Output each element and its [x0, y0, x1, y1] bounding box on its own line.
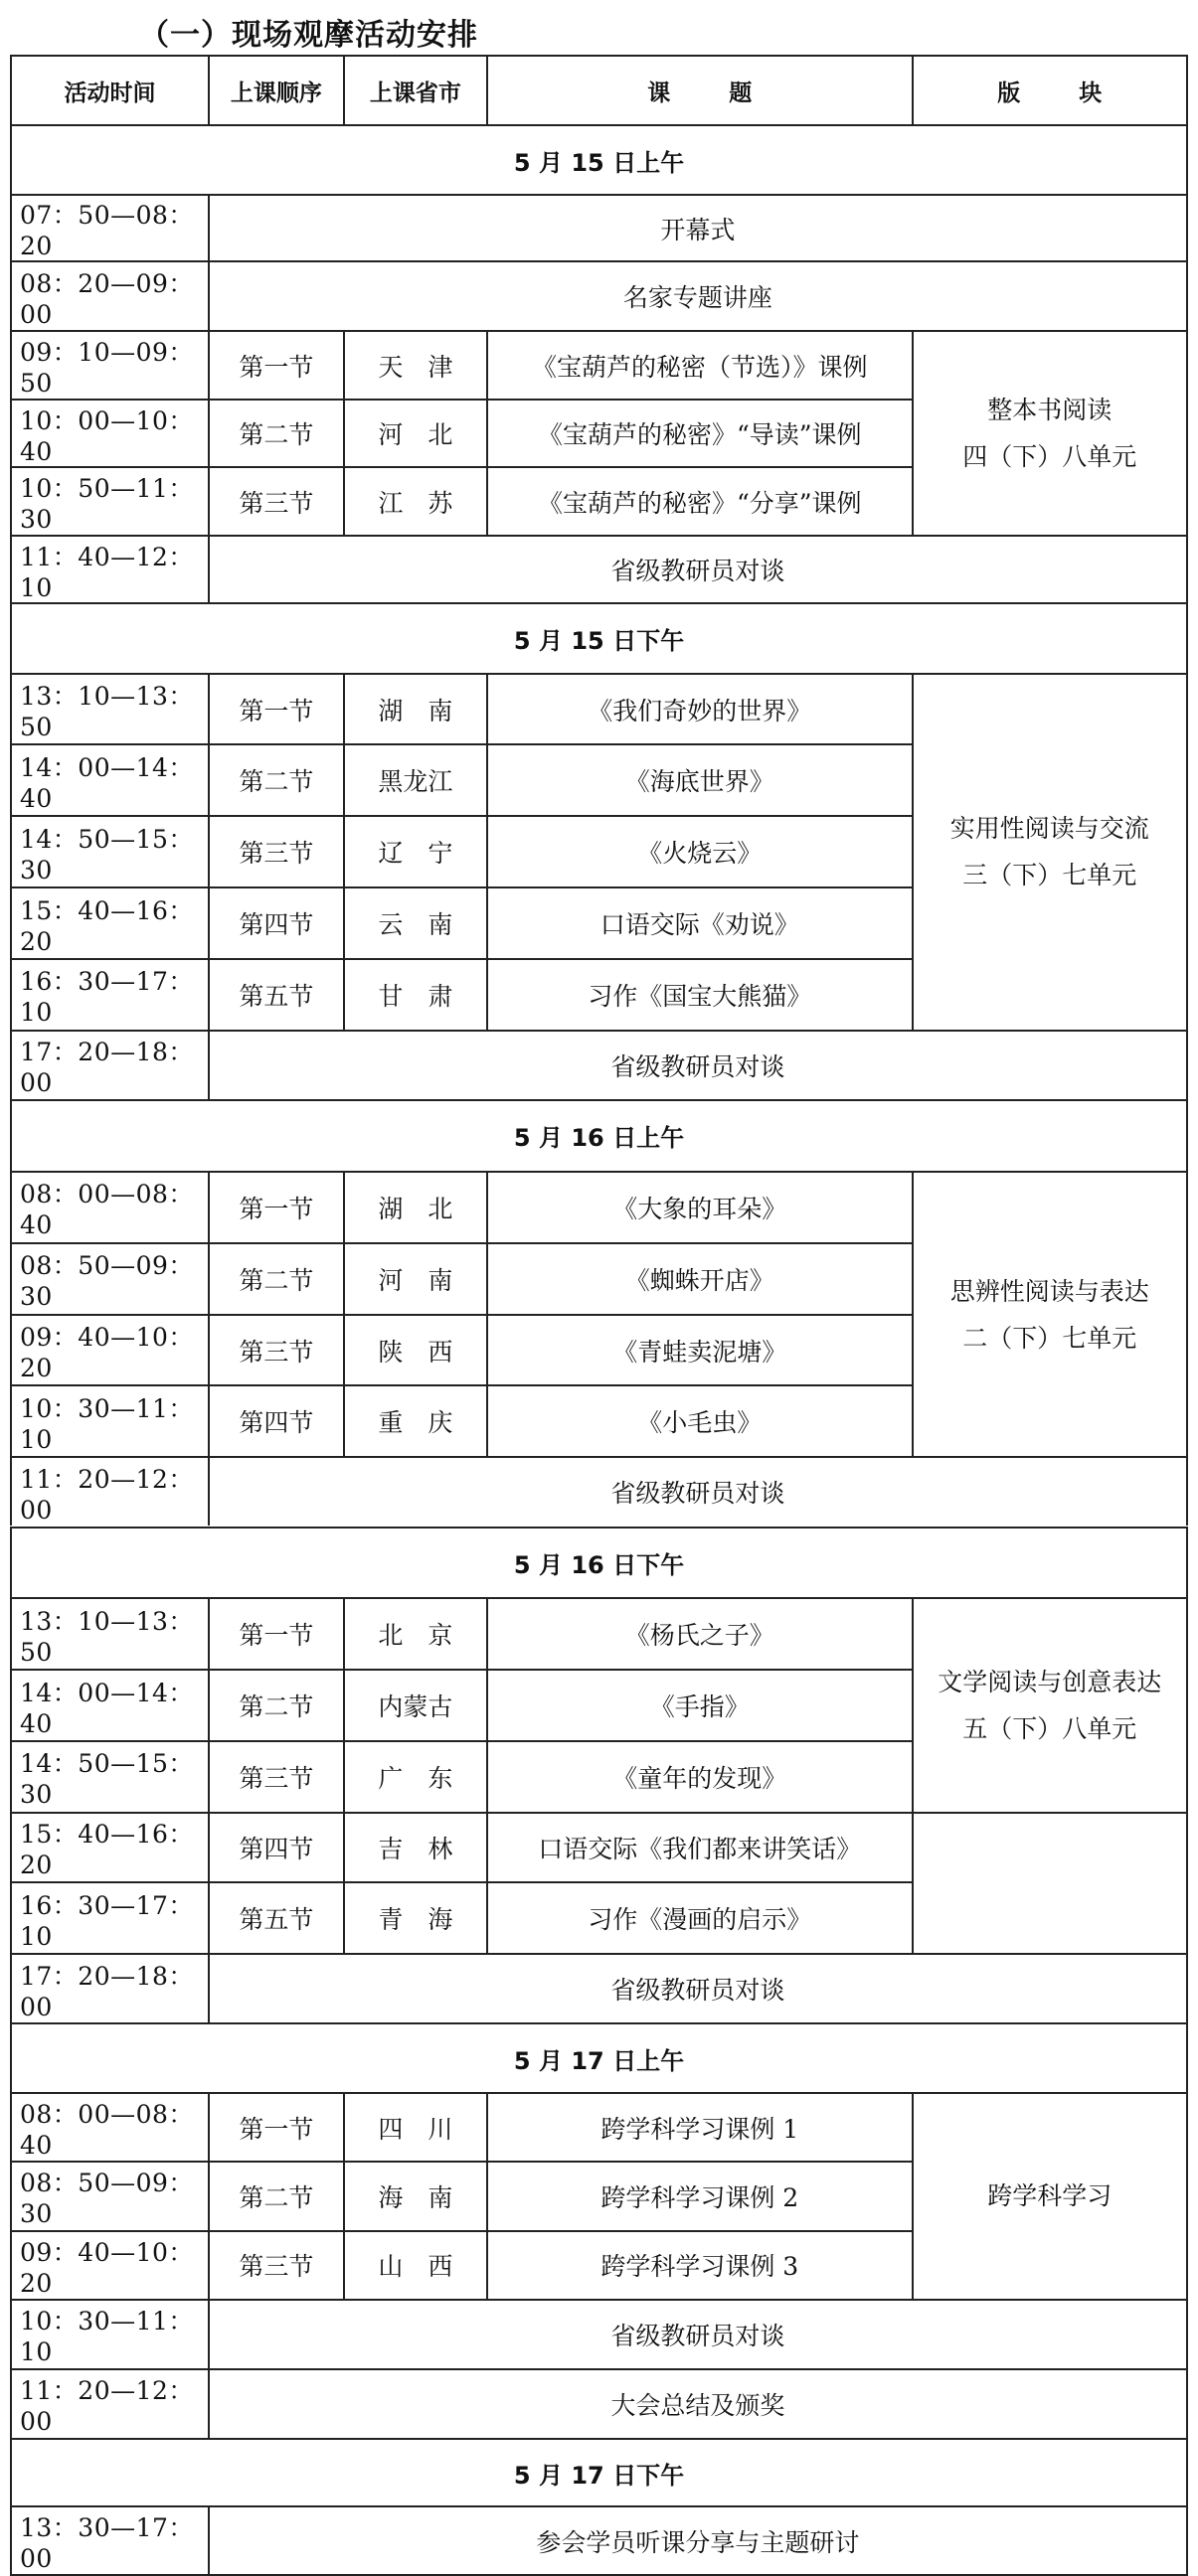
cell-activity: 省级教研员对谈	[208, 2299, 1188, 2368]
cell-time: 17：20—18：00	[10, 1953, 208, 2022]
cell-province: 黑龙江	[343, 743, 486, 815]
header-order: 上课顺序	[208, 55, 343, 124]
table-row	[10, 2299, 1188, 2368]
cell-order: 第二节	[208, 1669, 343, 1740]
cell-time: 10：50—11：30	[10, 466, 208, 535]
block-line2: 四（下）八单元	[962, 442, 1137, 472]
header-time: 活动时间	[10, 55, 208, 124]
cell-time: 11：20—12：00	[10, 2368, 208, 2438]
block-line2: 二（下）七单元	[962, 1323, 1137, 1353]
cell-topic: 习作《国宝大熊猫》	[486, 958, 912, 1030]
cell-time: 13：30—17：00	[10, 2505, 208, 2574]
table-row	[10, 194, 1188, 260]
block-line1: 实用性阅读与交流	[949, 814, 1149, 844]
cell-time: 15：40—16：20	[10, 886, 208, 958]
cell-time: 10：30—11：10	[10, 1384, 208, 1456]
header-topic: 课 题	[486, 55, 912, 124]
table-row	[10, 535, 1188, 603]
cell-topic: 《宝葫芦的秘密》“导读”课例	[486, 399, 912, 467]
block-cell	[912, 673, 1188, 1030]
cell-province: 北 京	[343, 1597, 486, 1669]
cell-province: 吉 林	[343, 1812, 486, 1881]
cell-time: 09：40—10：20	[10, 1314, 208, 1385]
cell-order: 第三节	[208, 2230, 343, 2299]
cell-time: 10：30—11：10	[10, 2299, 208, 2368]
block-line1: 文学阅读与创意表达	[938, 1668, 1162, 1697]
block-line1: 跨学科学习	[987, 2181, 1112, 2211]
cell-topic: 口语交际《劝说》	[486, 886, 912, 958]
cell-order: 第三节	[208, 1314, 343, 1385]
cell-province: 广 东	[343, 1740, 486, 1812]
cell-topic: 《手指》	[486, 1669, 912, 1740]
cell-activity: 大会总结及颁奖	[208, 2368, 1188, 2438]
cell-province: 湖 南	[343, 673, 486, 744]
cell-time: 16：30—17：10	[10, 1881, 208, 1953]
cell-activity: 名家专题讲座	[208, 260, 1188, 330]
cell-province: 天 津	[343, 330, 486, 399]
cell-order: 第一节	[208, 673, 343, 744]
block-cell	[912, 330, 1188, 535]
cell-topic: 跨学科学习课例 3	[486, 2230, 912, 2299]
cell-topic: 《宝葫芦的秘密》“分享”课例	[486, 466, 912, 535]
cell-activity: 省级教研员对谈	[208, 1456, 1188, 1526]
cell-order: 第一节	[208, 2092, 343, 2161]
cell-topic: 《火烧云》	[486, 815, 912, 886]
cell-province: 湖 北	[343, 1171, 486, 1242]
block-cell	[912, 2092, 1188, 2298]
cell-order: 第四节	[208, 1812, 343, 1881]
cell-order: 第五节	[208, 1881, 343, 1953]
cell-time: 11：40—12：10	[10, 535, 208, 603]
cell-topic: 《蜘蛛开店》	[486, 1242, 912, 1314]
cell-time: 13：10—13：50	[10, 673, 208, 744]
cell-topic: 《青蛙卖泥塘》	[486, 1314, 912, 1385]
cell-order: 第三节	[208, 466, 343, 535]
block-cell	[912, 1171, 1188, 1456]
cell-activity: 省级教研员对谈	[208, 1953, 1188, 2022]
block-line2: 三（下）七单元	[962, 861, 1137, 890]
schedule-table	[10, 55, 1188, 2574]
block-line1: 整本书阅读	[987, 396, 1112, 425]
section-heading: 5 月 16 日下午	[10, 1527, 1188, 1598]
cell-time: 14：00—14：40	[10, 743, 208, 815]
cell-province: 内蒙古	[343, 1669, 486, 1740]
block-line2: 五（下）八单元	[962, 1714, 1137, 1744]
cell-order: 第五节	[208, 958, 343, 1030]
cell-order: 第四节	[208, 886, 343, 958]
cell-topic: 《大象的耳朵》	[486, 1171, 912, 1242]
cell-topic: 《童年的发现》	[486, 1740, 912, 1812]
cell-time: 08：50—09：30	[10, 1242, 208, 1314]
cell-province: 甘 肃	[343, 958, 486, 1030]
cell-province: 河 北	[343, 399, 486, 467]
section-heading: 5 月 15 日上午	[10, 124, 1188, 194]
block-cell	[912, 1597, 1188, 1812]
header-block: 版 块	[912, 55, 1188, 124]
cell-time: 08：00—08：40	[10, 1171, 208, 1242]
cell-order: 第二节	[208, 399, 343, 467]
cell-province: 山 西	[343, 2230, 486, 2299]
cell-order: 第一节	[208, 1597, 343, 1669]
table-row	[10, 260, 1188, 330]
cell-province: 四 川	[343, 2092, 486, 2161]
cell-order: 第二节	[208, 743, 343, 815]
section-heading: 5 月 16 日上午	[10, 1099, 1188, 1171]
cell-time: 13：10—13：50	[10, 1597, 208, 1669]
cell-province: 辽 宁	[343, 815, 486, 886]
section-heading: 5 月 17 日下午	[10, 2438, 1188, 2506]
cell-province: 海 南	[343, 2161, 486, 2230]
cell-order: 第二节	[208, 2161, 343, 2230]
cell-time: 10：00—10：40	[10, 399, 208, 467]
cell-activity: 省级教研员对谈	[208, 535, 1188, 603]
cell-time: 08：00—08：40	[10, 2092, 208, 2161]
section-heading: 5 月 15 日下午	[10, 602, 1188, 672]
block-line1: 思辨性阅读与表达	[949, 1276, 1149, 1306]
cell-time: 14：50—15：30	[10, 815, 208, 886]
cell-topic: 《小毛虫》	[486, 1384, 912, 1456]
cell-time: 09：40—10：20	[10, 2230, 208, 2299]
cell-order: 第一节	[208, 1171, 343, 1242]
cell-time: 15：40—16：20	[10, 1812, 208, 1881]
cell-activity: 开幕式	[208, 194, 1188, 260]
cell-order: 第四节	[208, 1384, 343, 1456]
table-row	[10, 1456, 1188, 1526]
cell-time: 07：50—08：20	[10, 194, 208, 260]
cell-topic: 《宝葫芦的秘密（节选）》课例	[486, 330, 912, 399]
table-row	[10, 2505, 1188, 2576]
cell-province: 河 南	[343, 1242, 486, 1314]
cell-province: 云 南	[343, 886, 486, 958]
table-row	[10, 1953, 1188, 2022]
cell-topic: 《杨氏之子》	[486, 1597, 912, 1669]
table-row	[10, 2368, 1188, 2438]
header-province: 上课省市	[343, 55, 486, 124]
cell-time: 11：20—12：00	[10, 1456, 208, 1526]
cell-time: 14：50—15：30	[10, 1740, 208, 1812]
block-cell	[912, 1812, 1188, 1953]
cell-topic: 跨学科学习课例 1	[486, 2092, 912, 2161]
cell-time: 17：20—18：00	[10, 1030, 208, 1099]
cell-topic: 跨学科学习课例 2	[486, 2161, 912, 2230]
cell-province: 江 苏	[343, 466, 486, 535]
table-row	[10, 1030, 1188, 1099]
cell-time: 16：30—17：10	[10, 958, 208, 1030]
cell-topic: 习作《漫画的启示》	[486, 1881, 912, 1953]
cell-time: 08：20—09：00	[10, 260, 208, 330]
cell-province: 青 海	[343, 1881, 486, 1953]
cell-activity: 省级教研员对谈	[208, 1030, 1188, 1099]
cell-time: 09：10—09：50	[10, 330, 208, 399]
cell-province: 重 庆	[343, 1384, 486, 1456]
cell-province: 陕 西	[343, 1314, 486, 1385]
cell-topic: 口语交际《我们都来讲笑话》	[486, 1812, 912, 1881]
cell-time: 08：50—09：30	[10, 2161, 208, 2230]
page-title: （一）现场观摩活动安排	[139, 18, 478, 53]
cell-order: 第二节	[208, 1242, 343, 1314]
cell-topic: 《我们奇妙的世界》	[486, 673, 912, 744]
cell-order: 第一节	[208, 330, 343, 399]
cell-time: 14：00—14：40	[10, 1669, 208, 1740]
section-heading: 5 月 17 日上午	[10, 2022, 1188, 2092]
cell-order: 第三节	[208, 815, 343, 886]
cell-order: 第三节	[208, 1740, 343, 1812]
cell-topic: 《海底世界》	[486, 743, 912, 815]
cell-activity: 参会学员听课分享与主题研讨	[208, 2505, 1188, 2574]
